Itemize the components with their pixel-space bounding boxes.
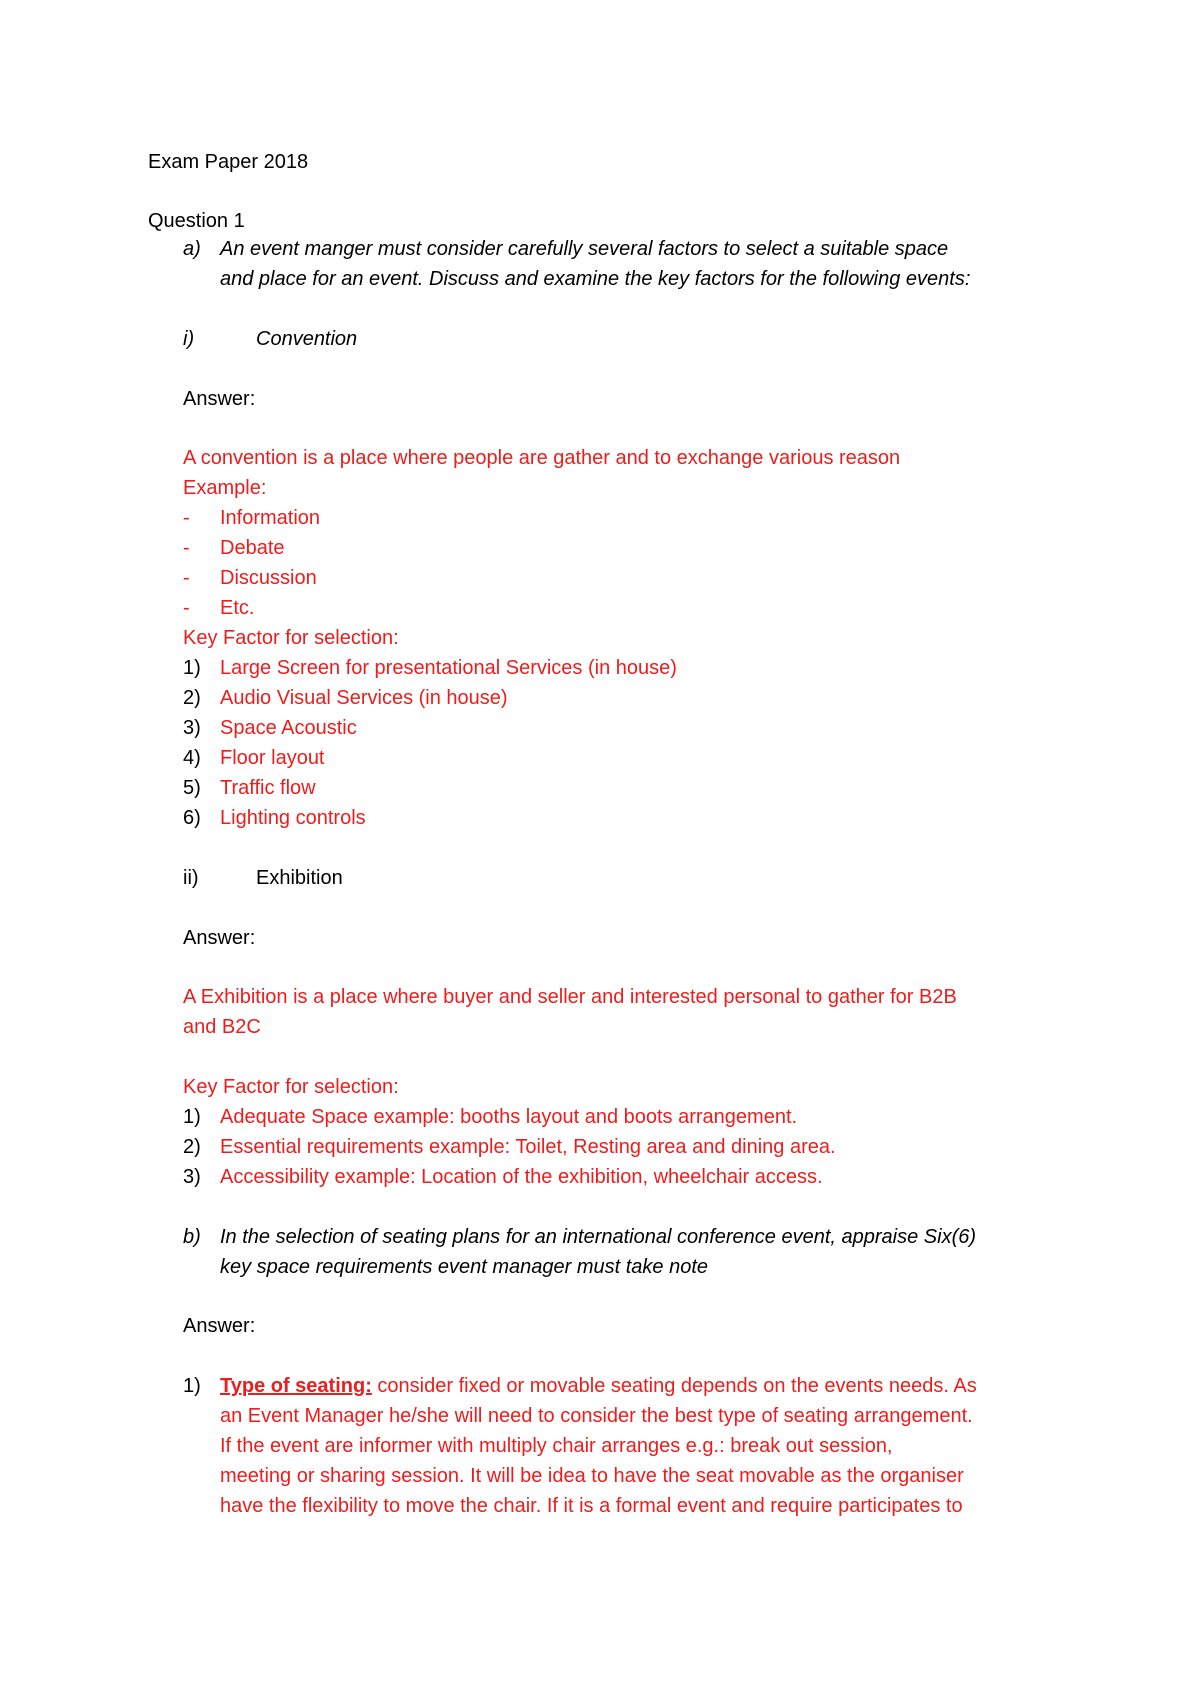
list-number: 2)	[183, 687, 201, 709]
factor-item: Adequate Space example: booths layout and boots arrangement.	[220, 1106, 798, 1128]
key-factor-label: Key Factor for selection:	[183, 627, 399, 649]
part-a-label: a)	[183, 238, 201, 260]
answer-text: and B2C	[183, 1016, 261, 1038]
key-factor-label: Key Factor for selection:	[183, 1076, 399, 1098]
factor-item: Traffic flow	[220, 777, 316, 799]
factor-item: Audio Visual Services (in house)	[220, 687, 508, 709]
answer-paragraph-line: have the flexibility to move the chair. If it is a formal event and require participates to	[220, 1495, 963, 1517]
seating-term: Type of seating:	[220, 1375, 372, 1397]
answer-text: A Exhibition is a place where buyer and seller and interested personal to gather for B2B	[183, 986, 957, 1008]
question-heading: Question 1	[148, 210, 245, 232]
answer-paragraph-line: an Event Manager he/she will need to consider the best type of seating arrangement.	[220, 1405, 973, 1427]
part-a-line: and place for an event. Discuss and examine the key factors for the following events:	[220, 268, 971, 290]
answer-text: A convention is a place where people are gather and to exchange various reason	[183, 447, 901, 469]
factor-item: Essential requirements example: Toilet, Resting area and dining area.	[220, 1136, 836, 1158]
answer-paragraph-line	[220, 1373, 977, 1399]
answer-label: Answer:	[183, 927, 256, 949]
list-number: 1)	[183, 1106, 201, 1128]
part-b-line: In the selection of seating plans for an international conference event, appraise Six(6)	[220, 1226, 977, 1248]
example-item: Discussion	[220, 567, 317, 589]
answer-label: Answer:	[183, 1315, 256, 1337]
list-number: 3)	[183, 717, 201, 739]
answer-paragraph-line: meeting or sharing session. It will be idea to have the seat movable as the organiser	[220, 1465, 964, 1487]
page-title: Exam Paper 2018	[148, 151, 309, 173]
factor-item: Accessibility example: Location of the exhibition, wheelchair access.	[220, 1166, 823, 1188]
list-number: 6)	[183, 807, 201, 829]
list-number: 4)	[183, 747, 201, 769]
factor-item: Floor layout	[220, 747, 325, 769]
list-number: 5)	[183, 777, 201, 799]
bullet: -	[183, 507, 190, 529]
sub-i-label: i)	[183, 328, 195, 350]
list-number: 3)	[183, 1166, 201, 1188]
part-b-line: key space requirements event manager must take note	[220, 1256, 709, 1278]
example-item: Etc.	[220, 597, 255, 619]
answer-label: Answer:	[183, 388, 256, 410]
example-item: Debate	[220, 537, 285, 559]
seating-text: consider fixed or movable seating depends on the events needs. As	[371, 1375, 977, 1397]
list-number: 2)	[183, 1136, 201, 1158]
bullet: -	[183, 597, 190, 619]
bullet: -	[183, 567, 190, 589]
factor-item: Space Acoustic	[220, 717, 357, 739]
factor-item: Large Screen for presentational Services (in house)	[220, 657, 677, 679]
factor-item: Lighting controls	[220, 807, 366, 829]
example-item: Information	[220, 507, 321, 529]
example-label: Example:	[183, 477, 267, 499]
part-b-label: b)	[183, 1226, 201, 1248]
bullet: -	[183, 537, 190, 559]
sub-ii-title: Exhibition	[256, 867, 343, 889]
sub-i-title: Convention	[256, 328, 358, 350]
list-number: 1)	[183, 657, 201, 679]
list-number: 1)	[183, 1375, 201, 1397]
answer-paragraph-line: If the event are informer with multiply chair arranges e.g.: break out session,	[220, 1435, 893, 1457]
part-a-line: An event manger must consider carefully several factors to select a suitable space	[220, 238, 949, 260]
sub-ii-label: ii)	[183, 867, 199, 889]
